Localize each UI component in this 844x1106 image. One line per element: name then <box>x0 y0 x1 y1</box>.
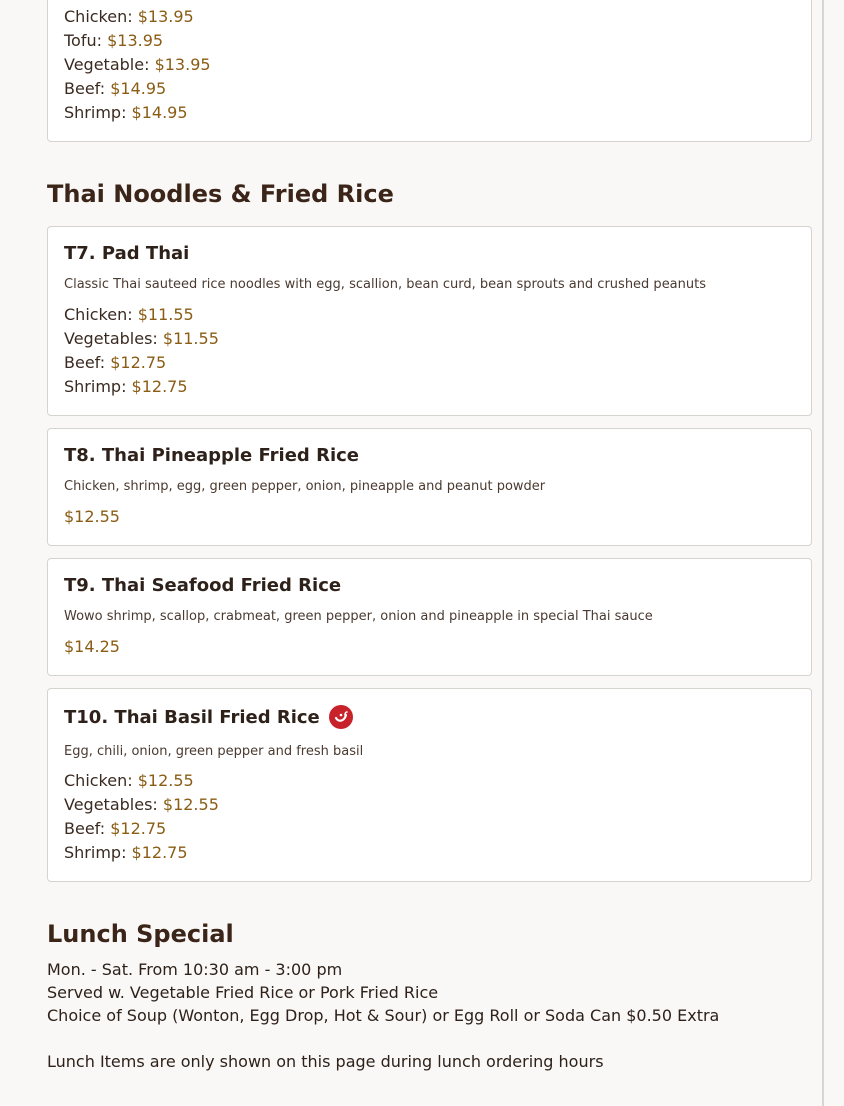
item-title: T10. Thai Basil Fried Rice <box>64 706 320 728</box>
lunch-served-with: Served w. Vegetable Fried Rice or Pork Fried Rice <box>47 983 439 1002</box>
price-option: Beef: $14.95 <box>64 79 167 98</box>
item-description: Chicken, shrimp, egg, green pepper, onion, pineapple and peanut powder <box>64 479 546 494</box>
price-option: Shrimp: $14.95 <box>64 103 188 122</box>
price-option: Vegetable: $13.95 <box>64 55 211 74</box>
price-option: Vegetables: $11.55 <box>64 329 219 348</box>
menu-item-card-t7[interactable] <box>47 226 812 416</box>
price-option: Shrimp: $12.75 <box>64 377 188 396</box>
section-heading-lunch: Lunch Special <box>47 920 234 948</box>
price-option: Beef: $12.75 <box>64 819 167 838</box>
item-title: T7. Pad Thai <box>64 243 190 264</box>
price-option: Tofu: $13.95 <box>64 31 164 50</box>
price-option: Beef: $12.75 <box>64 353 167 372</box>
lunch-hours: Mon. - Sat. From 10:30 am - 3:00 pm <box>47 960 343 979</box>
menu-item-card-t8[interactable] <box>47 428 812 546</box>
item-title-row <box>64 705 353 729</box>
price-option: Chicken: $13.95 <box>64 7 194 26</box>
item-description: Classic Thai sauteed rice noodles with egg, scallion, bean curd, bean sprouts and crushed peanuts <box>64 277 707 292</box>
item-title: T8. Thai Pineapple Fried Rice <box>64 445 359 466</box>
section-heading-noodles: Thai Noodles & Fried Rice <box>47 180 394 208</box>
price-option: Chicken: $12.55 <box>64 771 194 790</box>
item-description: Egg, chili, onion, green pepper and fresh basil <box>64 744 364 759</box>
lunch-choice: Choice of Soup (Wonton, Egg Drop, Hot & Sour) or Egg Roll or Soda Can $0.50 Extra <box>47 1006 720 1025</box>
price-option: Shrimp: $12.75 <box>64 843 188 862</box>
lunch-note: Lunch Items are only shown on this page during lunch ordering hours <box>47 1052 604 1071</box>
menu-item-card-t9[interactable] <box>47 558 812 676</box>
price-option: Vegetables: $12.55 <box>64 795 219 814</box>
menu-item-card-previous[interactable] <box>47 0 812 142</box>
spicy-chili-icon <box>329 705 353 729</box>
scroll-divider <box>822 0 824 1106</box>
item-price: $14.25 <box>64 637 120 656</box>
item-description: Wowo shrimp, scallop, crabmeat, green pepper, onion and pineapple in special Thai sauce <box>64 609 653 624</box>
price-option: Chicken: $11.55 <box>64 305 194 324</box>
item-price: $12.55 <box>64 507 120 526</box>
item-title: T9. Thai Seafood Fried Rice <box>64 575 342 596</box>
menu-item-card-t10[interactable] <box>47 688 812 882</box>
menu-content <box>47 0 812 1071</box>
